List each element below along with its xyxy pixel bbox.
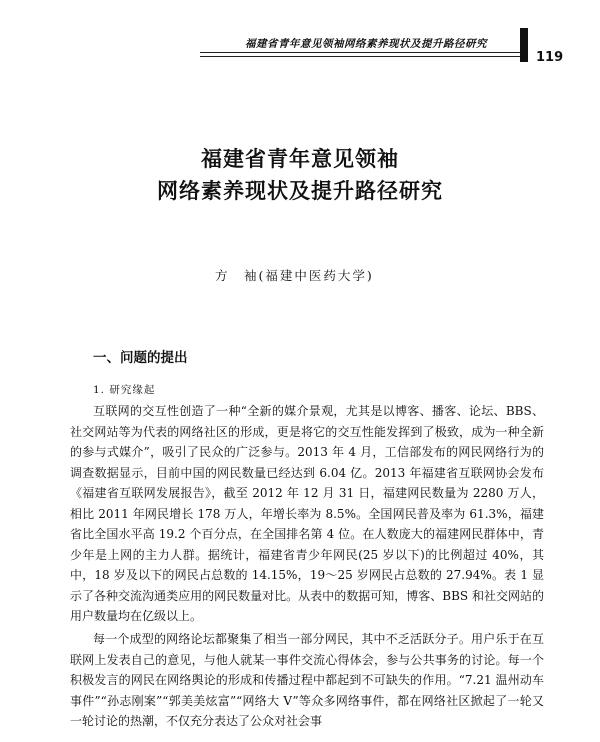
subsection-heading: 1. 研究缘起: [93, 384, 156, 396]
section-heading: 一、问题的提出: [93, 350, 188, 366]
body-paragraph-2: 每一个成型的网络论坛都聚集了相当一部分网民，其中不乏活跃分子。用户乐于在互联网上发表自己的意见，与他人就某一事件交流心得体会，参与公共事务的讨论。每一个积极发言的网民在网络舆论的形成和传播过程中都起到不可缺失的作用。“7.21 温州动车事件”“孙志刚案”“郭美美炫富”“网络大 V”等众多网络事件，都在网络社区掀起了一轮又一轮讨论的热潮，不仅充分表达了公众对社会事: [70, 632, 544, 728]
header-rule-secondary: [200, 56, 520, 57]
header-rule: [200, 52, 526, 53]
article-title-line-2: 网络素养现状及提升路径研究: [157, 178, 443, 203]
running-header: 福建省青年意见领袖网络素养现状及提升路径研究: [245, 38, 487, 50]
author-line: 方 袖(福建中医药大学): [215, 268, 374, 283]
page-number: 119: [536, 50, 564, 65]
header-tab-marker: [520, 28, 528, 62]
body-paragraph-1: 互联网的交互性创造了一种“全新的媒介景观，尤其是以博客、播客、论坛、BBS、社交网站等为代表的网络社区的形成，更是将它的交互性能发挥到了极致，成为一种全新的参与式媒介”，吸引了民众的广泛参与。2013 年 4 月，工信部发布的网民网络行为的调查数据显示，目前中国的网民数量已经达到 6.04 亿。2013 年福建省互联网协会发布《福建省互联网发展报告》，截至 2012 年 12 月 31 日，福建网民数量为 2280 万人，相比 2011 年网民增长 178 万人，年增长率为 8.5%。全国网民普及率为 61.3%，福建省比全国水平高 19.2 个百分点，在全国排名第 4 位。在人数庞大的福建网民群体中，青少年是上网的主力人群。据统计，福建省青少年网民(25 岁以下)的比例超过 40%，其中，18 岁及以下的网民占总数的 14.15%，19～25 岁网民占总数的 27.94%。表 1 显示了各种交流沟通类应用的网民数量对比。从表中的数据可知，博客、BBS 和社交网站的用户数量均在亿级以上。: [70, 404, 544, 623]
article-title-line-1: 福建省青年意见领袖: [201, 146, 399, 171]
